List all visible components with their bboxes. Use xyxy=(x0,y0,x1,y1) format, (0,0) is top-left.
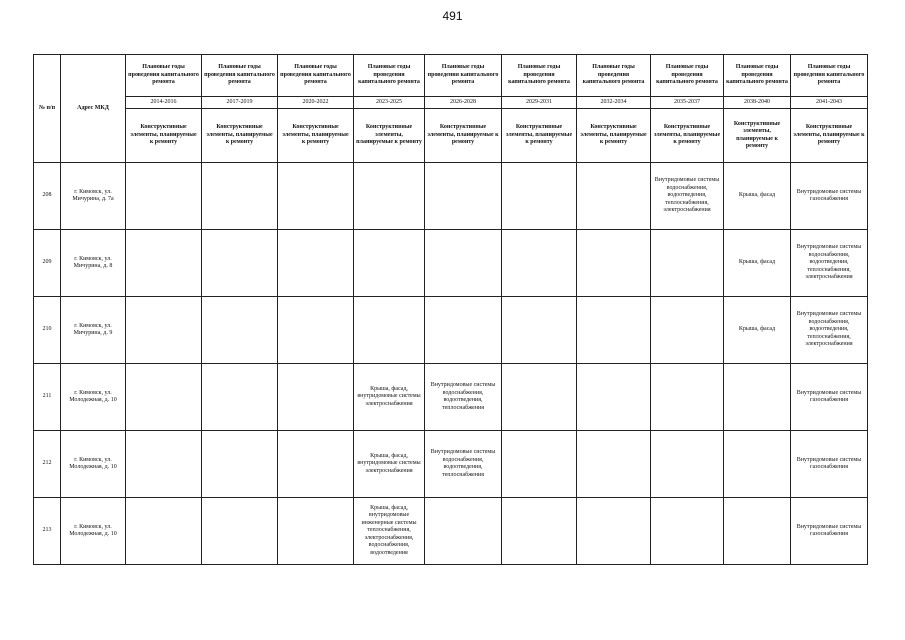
period-years: 2035-2037 xyxy=(651,97,724,109)
element-cell: Внутридомовые системы водоснабжения, водоотведения, теплоснабжения xyxy=(425,431,502,498)
period-heading: Плановые годы проведения капитального ремонта xyxy=(651,55,724,97)
row-address: г. Кимовск, ул. Молодежная, д. 10 xyxy=(61,364,126,431)
period-years: 2026-2028 xyxy=(425,97,502,109)
element-cell xyxy=(425,163,502,230)
element-heading: Конструктивные элементы, планируемые к ремонту xyxy=(502,109,577,163)
period-years: 2023-2025 xyxy=(354,97,425,109)
element-cell xyxy=(724,364,791,431)
page-number: 491 xyxy=(442,9,463,23)
element-cell: Внутридомовые системы водоснабжения, водоотведения, теплоснабжения, электроснабжения xyxy=(791,297,868,364)
element-cell xyxy=(202,431,278,498)
period-years: 2038-2040 xyxy=(724,97,791,109)
element-cell xyxy=(502,364,577,431)
element-cell: Крыша, фасад xyxy=(724,163,791,230)
period-heading: Плановые годы проведения капитального ремонта xyxy=(577,55,651,97)
table-row xyxy=(34,297,868,364)
period-heading: Плановые годы проведения капитального ремонта xyxy=(202,55,278,97)
element-cell xyxy=(354,230,425,297)
element-heading: Конструктивные элементы, планируемые к ремонту xyxy=(354,109,425,163)
period-heading: Плановые годы проведения капитального ремонта xyxy=(425,55,502,97)
element-cell xyxy=(577,297,651,364)
period-heading: Плановые годы проведения капитального ремонта xyxy=(502,55,577,97)
table-row xyxy=(34,230,868,297)
row-address: г. Кимовск, ул. Мичурина, д. 9 xyxy=(61,297,126,364)
element-heading: Конструктивные элементы, планируемые к ремонту xyxy=(651,109,724,163)
element-cell xyxy=(502,230,577,297)
element-cell: Внутридомовые системы водоснабжения, водоотведения, теплоснабжения, электроснабжения xyxy=(651,163,724,230)
period-years: 2017-2019 xyxy=(202,97,278,109)
period-heading: Плановые годы проведения капитального ремонта xyxy=(791,55,868,97)
element-cell xyxy=(354,297,425,364)
element-cell xyxy=(425,498,502,565)
element-cell xyxy=(202,498,278,565)
row-number: 208 xyxy=(34,163,61,230)
element-cell xyxy=(202,364,278,431)
element-cell xyxy=(126,297,202,364)
element-cell xyxy=(502,297,577,364)
element-cell xyxy=(278,364,354,431)
element-cell xyxy=(126,163,202,230)
element-cell xyxy=(126,364,202,431)
element-cell xyxy=(202,230,278,297)
element-cell xyxy=(651,431,724,498)
header-row-elements xyxy=(34,109,868,163)
element-cell: Крыша, фасад, внутридомовые инженерные системы теплоснабжения, электроснабжения, водоснабжения, водоотведения xyxy=(354,498,425,565)
element-cell xyxy=(278,297,354,364)
element-cell: Крыша, фасад xyxy=(724,297,791,364)
element-cell: Внутридомовые системы водоснабжения, водоотведения, теплоснабжения xyxy=(425,364,502,431)
element-cell xyxy=(577,498,651,565)
period-years: 2029-2031 xyxy=(502,97,577,109)
element-cell xyxy=(126,498,202,565)
capital-repair-plan-table xyxy=(33,54,868,565)
row-number: 213 xyxy=(34,498,61,565)
element-heading: Конструктивные элементы, планируемые к ремонту xyxy=(126,109,202,163)
row-number: 211 xyxy=(34,364,61,431)
element-cell xyxy=(278,431,354,498)
period-years: 2014-2016 xyxy=(126,97,202,109)
element-heading: Конструктивные элементы, планируемые к ремонту xyxy=(724,109,791,163)
element-cell xyxy=(577,163,651,230)
period-years: 2041-2043 xyxy=(791,97,868,109)
period-years: 2020-2022 xyxy=(278,97,354,109)
element-cell xyxy=(724,431,791,498)
element-cell: Внутридомовые системы газоснабжения xyxy=(791,431,868,498)
row-number: 210 xyxy=(34,297,61,364)
period-heading: Плановые годы проведения капитального ремонта xyxy=(126,55,202,97)
element-cell xyxy=(502,498,577,565)
row-address: г. Кимовск, ул. Мичурина, д. 7а xyxy=(61,163,126,230)
element-heading: Конструктивные элементы, планируемые к ремонту xyxy=(278,109,354,163)
element-heading: Конструктивные элементы, планируемые к ремонту xyxy=(577,109,651,163)
element-cell xyxy=(577,364,651,431)
period-heading: Плановые годы проведения капитального ремонта xyxy=(724,55,791,97)
element-cell xyxy=(502,163,577,230)
element-cell xyxy=(202,163,278,230)
row-address: г. Кимовск, ул. Молодежная, д. 10 xyxy=(61,431,126,498)
header-address: Адрес МКД xyxy=(61,55,126,163)
element-cell xyxy=(126,230,202,297)
element-cell: Крыша, фасад, внутридомовые системы электроснабжения xyxy=(354,364,425,431)
table-row xyxy=(34,364,868,431)
element-cell xyxy=(577,431,651,498)
element-cell xyxy=(202,297,278,364)
element-cell: Внутридомовые системы газоснабжения xyxy=(791,498,868,565)
element-cell xyxy=(724,498,791,565)
element-cell xyxy=(278,230,354,297)
period-heading: Плановые годы проведения капитального ремонта xyxy=(278,55,354,97)
element-cell xyxy=(425,297,502,364)
element-cell xyxy=(354,163,425,230)
element-cell xyxy=(425,230,502,297)
element-cell xyxy=(651,364,724,431)
element-cell xyxy=(278,163,354,230)
row-number: 212 xyxy=(34,431,61,498)
element-heading: Конструктивные элементы, планируемые к ремонту xyxy=(791,109,868,163)
element-cell: Внутридомовые системы водоснабжения, водоотведения, теплоснабжения, электроснабжения xyxy=(791,230,868,297)
header-row-years xyxy=(34,97,868,109)
table-row xyxy=(34,163,868,230)
element-cell: Внутридомовые системы газоснабжения xyxy=(791,163,868,230)
header-row-period xyxy=(34,55,868,97)
table-row xyxy=(34,431,868,498)
element-cell xyxy=(651,230,724,297)
element-cell xyxy=(577,230,651,297)
element-cell: Крыша, фасад, внутридомовые системы электроснабжения xyxy=(354,431,425,498)
element-cell xyxy=(278,498,354,565)
period-years: 2032-2034 xyxy=(577,97,651,109)
header-num: № п/п xyxy=(34,55,61,163)
element-cell xyxy=(502,431,577,498)
row-address: г. Кимовск, ул. Молодежная, д. 10 xyxy=(61,498,126,565)
element-cell: Внутридомовые системы газоснабжения xyxy=(791,364,868,431)
element-heading: Конструктивные элементы, планируемые к ремонту xyxy=(425,109,502,163)
element-cell: Крыша, фасад xyxy=(724,230,791,297)
row-number: 209 xyxy=(34,230,61,297)
period-heading: Плановые годы проведения капитального ремонта xyxy=(354,55,425,97)
row-address: г. Кимовск, ул. Мичурина, д. 8 xyxy=(61,230,126,297)
element-heading: Конструктивные элементы, планируемые к ремонту xyxy=(202,109,278,163)
element-cell xyxy=(651,498,724,565)
table-row xyxy=(34,498,868,565)
element-cell xyxy=(651,297,724,364)
element-cell xyxy=(126,431,202,498)
